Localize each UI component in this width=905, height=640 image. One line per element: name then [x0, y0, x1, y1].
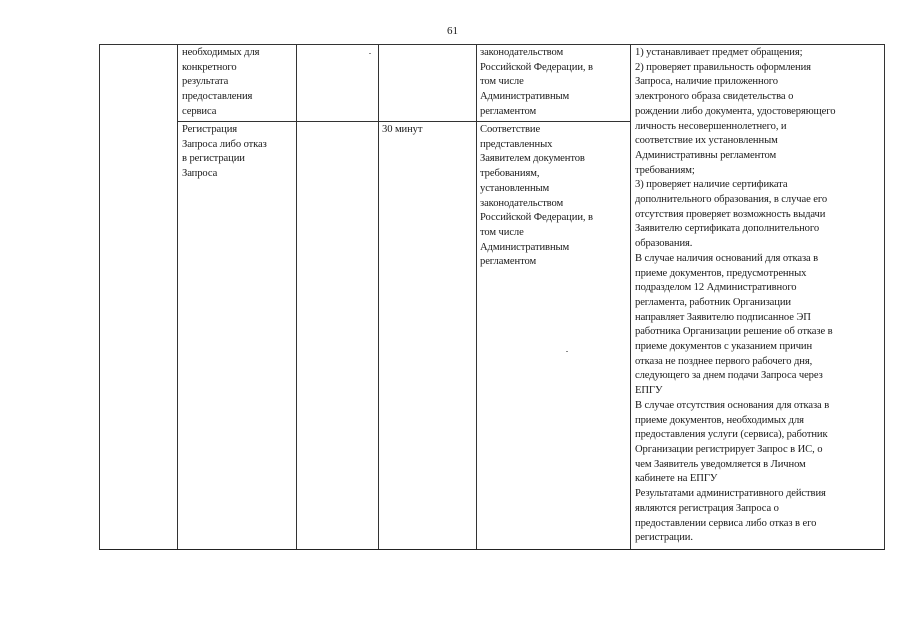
regulation-table: [99, 44, 885, 550]
row1-criteria: законодательством Российской Федерации, в том числе Административным регламентом: [480, 47, 593, 117]
row-divider: [177, 121, 630, 122]
procedure-description: 1) устанавливает предмет обращения; 2) проверяет правильность оформления Запроса, наличие приложенного электроного образа свидетельства о рождении либо документа, удостоверяющего личность несовершеннолетнего, и соответствие их установленным Административны регламентом требованиям; 3) проверяет наличие сертификата дополнительного образования, в случае его отсутствия проверяет возможность выдачи Заявителю сертификата дополнительного образования. В случае наличия оснований для отказа в приеме документов, предусмотренных подразделом 12 Административного регламента, работник Организации направляет Заявителю подписанное ЭП работника Организации решение об отказе в приеме документов с указанием причин отказа не позднее первого рабочего дня, следующего за днем подачи Запроса через ЕПГУ В случае отсутствия основания для отказа в приеме документов, необходимых для предоставления услуги (сервиса), работник Организации регистрирует Запрос в ИС, о чем Заявитель уведомляется в Личном кабинете на ЕПГУ Результатами административного действия являются регистрация Запроса о предоставлении сервиса либо отказ в его регистрации.: [635, 47, 836, 544]
row1-stage-description: необходимых для конкретного результата предоставления сервиса: [182, 47, 260, 117]
scan-speck: [566, 351, 568, 352]
row2-duration: 30 минут: [382, 124, 423, 135]
row2-criteria: Соответствие представленных Заявителем документов требованиям, установленным законодательством Российской Федерации, в том числе Административным регламентом: [480, 124, 593, 268]
column-divider: [630, 45, 631, 549]
row2-action-name: Регистрация Запроса либо отказ в регистрации Запроса: [182, 124, 267, 180]
page-number: 61: [447, 25, 458, 37]
scan-speck: [369, 53, 371, 54]
